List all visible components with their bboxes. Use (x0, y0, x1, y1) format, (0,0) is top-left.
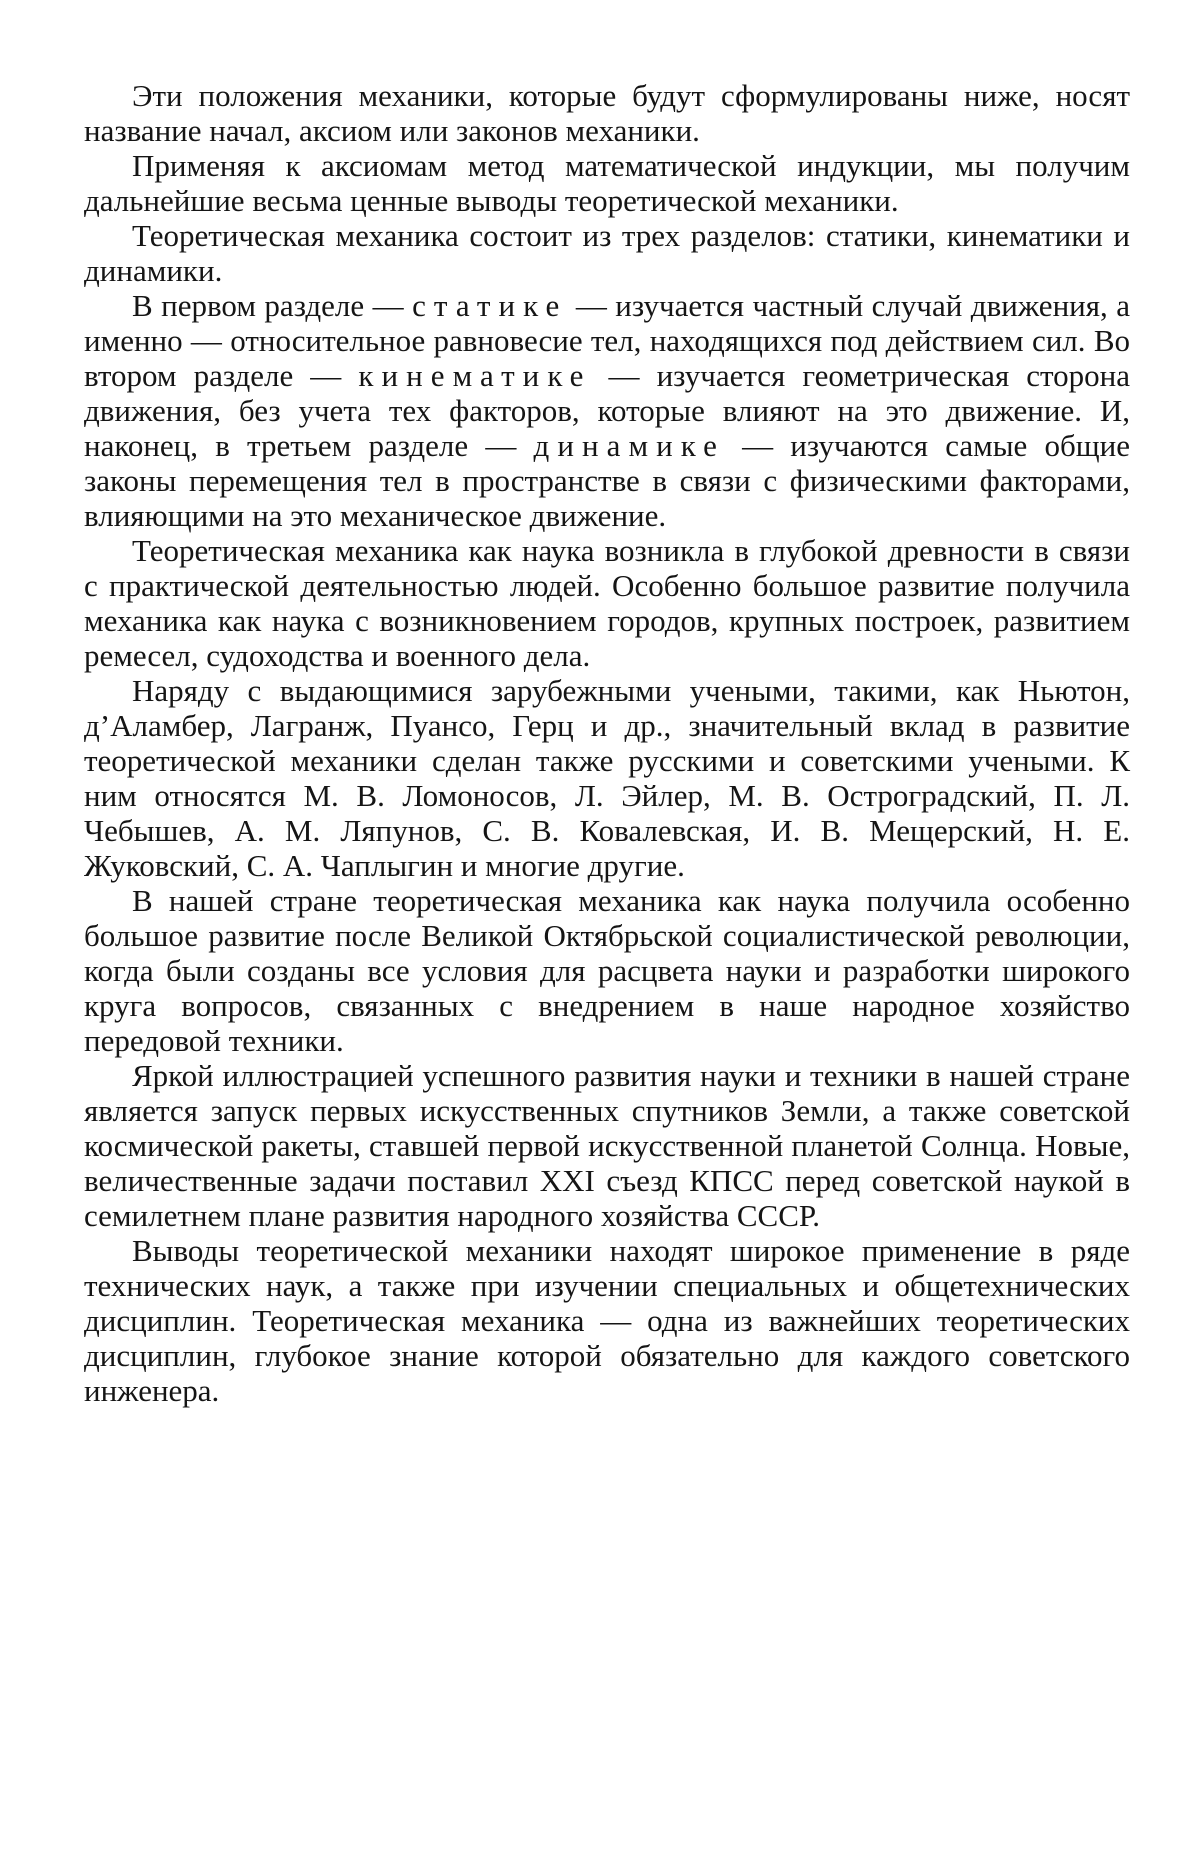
emphasis-kinematics: кинематике (358, 358, 592, 393)
paragraph-1 (84, 78, 1130, 148)
emphasis-statics: статике (412, 288, 568, 323)
paragraph-6 (84, 673, 1130, 883)
paragraph-text: Яркой иллюстрацией успешного развития науки и техники в нашей стране является запуск первых искусственных спутников Земли, а также советской космической ракеты, ставшей первой искусственной планетой Солнца. Новые, величественные задачи поставил XXI съезд КПСС перед советской наукой в семилетнем плане развития народного хозяйства СССР. (84, 1058, 1130, 1233)
paragraph-text: В первом разделе — (132, 288, 413, 323)
paragraph-text: — изучаются самые общие законы перемещения тел в пространстве в связи с физическими факторами, влияющими на это механическое движение. (84, 428, 1130, 533)
paragraph-text: — изучается геометрическая сторона движения, без учета тех факторов, которые влияют на это движение. И, наконец, в третьем разделе — (84, 358, 1130, 463)
paragraph-text: Наряду с выдающимися зарубежными учеными, такими, как Ньютон, д’Аламбер, Лагранж, Пуансо, Герц и др., значительный вклад в развитие теоретической механики сделан также русскими и советскими учеными. К ним относятся М. В. Ломоносов, Л. Эйлер, М. В. Остроградский, П. Л. Чебышев, А. М. Ляпунов, С. В. Ковалевская, И. В. Мещерский, Н. Е. Жуковский, С. А. Чаплыгин и многие другие. (84, 673, 1130, 883)
paragraph-text: Теоретическая механика как наука возникла в глубокой древности в связи с практической деятельностью людей. Особенно большое развитие получила механика как наука с возникновением городов, крупных построек, развитием ремесел, судоходства и военного дела. (84, 533, 1130, 673)
paragraph-text: Теоретическая механика состоит из трех разделов: статики, кинематики и динамики. (84, 218, 1130, 288)
paragraph-7 (84, 883, 1130, 1058)
emphasis-dynamics: динамике (533, 428, 725, 463)
paragraph-3 (84, 218, 1130, 288)
paragraph-8 (84, 1058, 1130, 1233)
page-text (84, 78, 1130, 1408)
paragraph-text: Эти положения механики, которые будут сформулированы ниже, носят название начал, аксиом или законов механики. (84, 78, 1130, 148)
paragraph-4 (84, 288, 1130, 533)
paragraph-5 (84, 533, 1130, 673)
paragraph-text: В нашей стране теоретическая механика как наука получила особенно большое развитие после Великой Октябрьской социалистической революции, когда были созданы все условия для расцвета науки и разработки широкого круга вопросов, связанных с внедрением в наше народное хозяйство передовой техники. (84, 883, 1130, 1058)
paragraph-text: Применяя к аксиомам метод математической индукции, мы получим дальнейшие весьма ценные выводы теоретической механики. (84, 148, 1130, 218)
paragraph-text: — изучается частный случай движения, а именно — относительное равновесие тел, находящихся под действием сил. Во втором разделе — (84, 288, 1130, 393)
paragraph-9 (84, 1233, 1130, 1408)
paragraph-text: Выводы теоретической механики находят широкое применение в ряде технических наук, а также при изучении специальных и общетехнических дисциплин. Теоретическая механика — одна из важнейших теоретических дисциплин, глубокое знание которой обязательно для каждого советского инженера. (84, 1233, 1130, 1408)
paragraph-2 (84, 148, 1130, 218)
